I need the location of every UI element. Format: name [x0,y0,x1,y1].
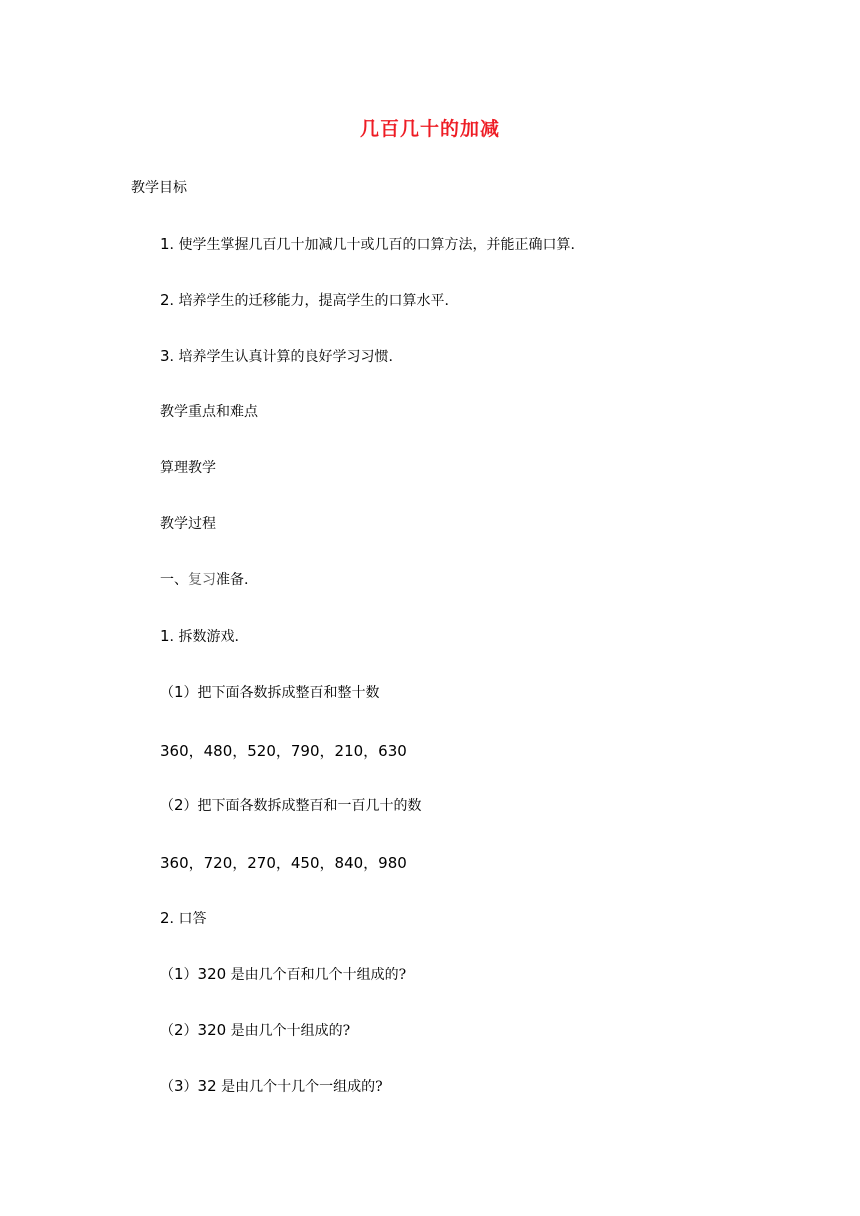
review-item-2: 2. 口答 [160,909,207,927]
section-heading-process: 教学过程 [160,516,216,532]
section-heading-objectives: 教学目标 [131,180,187,196]
process-step-review: 一、复习准备. [160,572,249,588]
review-item-1: 1. 拆数游戏. [160,627,239,645]
section-heading-key-points: 教学重点和难点 [160,404,258,420]
objective-item-2: 2. 培养学生的迁移能力，提高学生的口算水平. [160,291,449,309]
document-title: 几百几十的加减 [359,118,500,140]
oral-question-1: （1）320 是由几个百和几个十组成的? [160,965,407,983]
objective-item-3: 3. 培养学生认真计算的良好学习习惯. [160,347,393,365]
review-subitem-1: （1）把下面各数拆成整百和整十数 [160,683,380,701]
oral-question-3: （3）32 是由几个十几个一组成的? [160,1077,383,1095]
key-point-text: 算理教学 [160,460,216,476]
number-list-1: 360，480，520，790，210，630 [160,742,407,760]
oral-question-2: （2）320 是由几个十组成的? [160,1021,351,1039]
objective-item-1: 1. 使学生掌握几百几十加减几十或几百的口算方法，并能正确口算. [160,235,575,253]
review-subitem-2: （2）把下面各数拆成整百和一百几十的数 [160,796,422,814]
number-list-2: 360，720，270，450，840，980 [160,854,407,872]
